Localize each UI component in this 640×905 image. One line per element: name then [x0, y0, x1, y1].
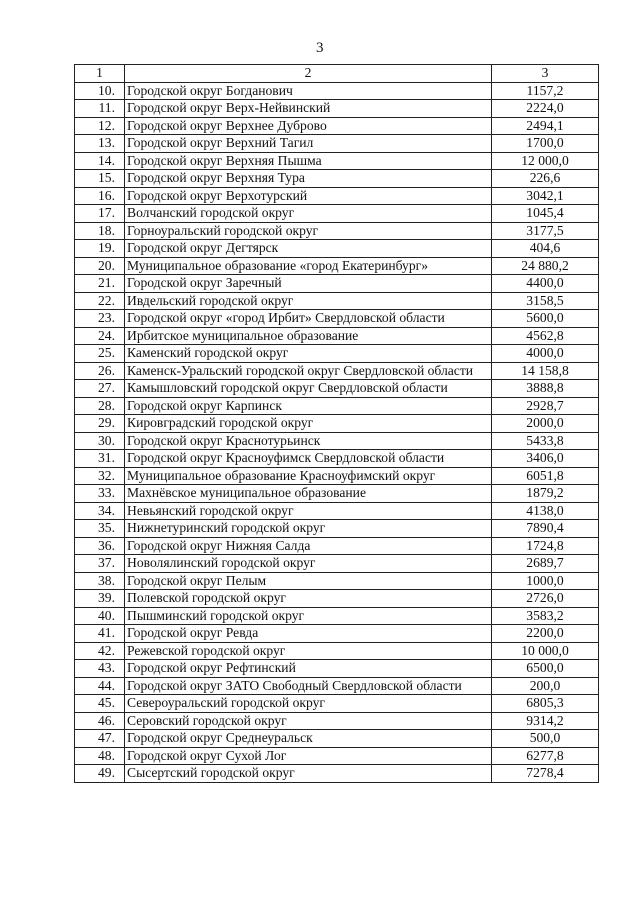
- amount-value: 6805,3: [492, 695, 599, 713]
- amount-value: 3158,5: [492, 292, 599, 310]
- table-row: [75, 415, 599, 433]
- row-number: 23.: [75, 310, 125, 328]
- municipality-name: Городской округ Верхнее Дуброво: [125, 117, 492, 135]
- municipality-name: Городской округ Верхняя Тура: [125, 170, 492, 188]
- row-number: 40.: [75, 607, 125, 625]
- table-row: [75, 765, 599, 783]
- table-row: [75, 257, 599, 275]
- municipality-name: Городской округ Красноуфимск Свердловской области: [125, 450, 492, 468]
- table-body: [75, 82, 599, 782]
- table-row: [75, 222, 599, 240]
- table-row: [75, 642, 599, 660]
- municipality-name: Городской округ Рефтинский: [125, 660, 492, 678]
- table-row: [75, 485, 599, 503]
- table-row: [75, 730, 599, 748]
- row-number: 41.: [75, 625, 125, 643]
- row-number: 32.: [75, 467, 125, 485]
- amount-value: 2726,0: [492, 590, 599, 608]
- table-row: [75, 537, 599, 555]
- row-number: 28.: [75, 397, 125, 415]
- municipality-name: Городской округ Нижняя Салда: [125, 537, 492, 555]
- row-number: 20.: [75, 257, 125, 275]
- amount-value: 7890,4: [492, 520, 599, 538]
- row-number: 48.: [75, 747, 125, 765]
- table-row: [75, 432, 599, 450]
- row-number: 24.: [75, 327, 125, 345]
- amount-value: 1157,2: [492, 82, 599, 100]
- amount-value: 3177,5: [492, 222, 599, 240]
- table-row: [75, 747, 599, 765]
- amount-value: 5433,8: [492, 432, 599, 450]
- row-number: 35.: [75, 520, 125, 538]
- row-number: 17.: [75, 205, 125, 223]
- row-number: 21.: [75, 275, 125, 293]
- table-row: [75, 310, 599, 328]
- column-header-number: 1: [75, 65, 125, 83]
- amount-value: 6277,8: [492, 747, 599, 765]
- table-row: [75, 590, 599, 608]
- row-number: 37.: [75, 555, 125, 573]
- municipality-name: Городской округ Верх-Нейвинский: [125, 100, 492, 118]
- municipality-name: Городской округ Заречный: [125, 275, 492, 293]
- municipality-name: Серовский городской округ: [125, 712, 492, 730]
- table-row: [75, 240, 599, 258]
- table-row: [75, 152, 599, 170]
- row-number: 47.: [75, 730, 125, 748]
- municipality-name: Муниципальное образование «город Екатеринбург»: [125, 257, 492, 275]
- amount-value: 1700,0: [492, 135, 599, 153]
- municipality-name: Камышловский городской округ Свердловской области: [125, 380, 492, 398]
- table-row: [75, 275, 599, 293]
- amount-value: 2000,0: [492, 415, 599, 433]
- amount-value: 4562,8: [492, 327, 599, 345]
- amount-value: 2200,0: [492, 625, 599, 643]
- row-number: 12.: [75, 117, 125, 135]
- table-row: [75, 345, 599, 363]
- municipality-name: Городской округ «город Ирбит» Свердловской области: [125, 310, 492, 328]
- amount-value: 1724,8: [492, 537, 599, 555]
- municipality-name: Городской округ Верхняя Пышма: [125, 152, 492, 170]
- table-row: [75, 117, 599, 135]
- amount-value: 1879,2: [492, 485, 599, 503]
- municipality-name: Городской округ Сухой Лог: [125, 747, 492, 765]
- amount-value: 4138,0: [492, 502, 599, 520]
- table-row: [75, 397, 599, 415]
- municipality-name: Городской округ ЗАТО Свободный Свердловской области: [125, 677, 492, 695]
- table-row: [75, 82, 599, 100]
- amount-value: 3888,8: [492, 380, 599, 398]
- row-number: 18.: [75, 222, 125, 240]
- table-row: [75, 100, 599, 118]
- row-number: 22.: [75, 292, 125, 310]
- municipality-name: Городской округ Богданович: [125, 82, 492, 100]
- row-number: 34.: [75, 502, 125, 520]
- row-number: 36.: [75, 537, 125, 555]
- municipality-name: Городской округ Верхотурский: [125, 187, 492, 205]
- amount-value: 2224,0: [492, 100, 599, 118]
- table-row: [75, 625, 599, 643]
- municipality-name: Сысертский городской округ: [125, 765, 492, 783]
- row-number: 42.: [75, 642, 125, 660]
- municipality-name: Новолялинский городской округ: [125, 555, 492, 573]
- table-row: [75, 695, 599, 713]
- row-number: 30.: [75, 432, 125, 450]
- row-number: 31.: [75, 450, 125, 468]
- row-number: 26.: [75, 362, 125, 380]
- municipality-name: Городской округ Ревда: [125, 625, 492, 643]
- table-row: [75, 502, 599, 520]
- amount-value: 4000,0: [492, 345, 599, 363]
- table-header-row: [75, 65, 599, 83]
- row-number: 19.: [75, 240, 125, 258]
- municipality-name: Городской округ Дегтярск: [125, 240, 492, 258]
- row-number: 13.: [75, 135, 125, 153]
- column-header-value: 3: [492, 65, 599, 83]
- municipality-name: Ирбитское муниципальное образование: [125, 327, 492, 345]
- row-number: 25.: [75, 345, 125, 363]
- amount-value: 9314,2: [492, 712, 599, 730]
- amount-value: 10 000,0: [492, 642, 599, 660]
- municipality-name: Городской округ Краснотурьинск: [125, 432, 492, 450]
- amount-value: 3042,1: [492, 187, 599, 205]
- table-row: [75, 380, 599, 398]
- amount-value: 1045,4: [492, 205, 599, 223]
- table-row: [75, 327, 599, 345]
- amount-value: 7278,4: [492, 765, 599, 783]
- table-row: [75, 660, 599, 678]
- amount-value: 3583,2: [492, 607, 599, 625]
- municipality-name: Невьянский городской округ: [125, 502, 492, 520]
- row-number: 39.: [75, 590, 125, 608]
- row-number: 11.: [75, 100, 125, 118]
- row-number: 14.: [75, 152, 125, 170]
- row-number: 16.: [75, 187, 125, 205]
- row-number: 43.: [75, 660, 125, 678]
- row-number: 38.: [75, 572, 125, 590]
- amount-value: 2494,1: [492, 117, 599, 135]
- column-header-name: 2: [125, 65, 492, 83]
- municipality-name: Горноуральский городской округ: [125, 222, 492, 240]
- row-number: 15.: [75, 170, 125, 188]
- municipality-name: Каменский городской округ: [125, 345, 492, 363]
- municipality-name: Городской округ Верхний Тагил: [125, 135, 492, 153]
- row-number: 29.: [75, 415, 125, 433]
- municipality-name: Кировградский городской округ: [125, 415, 492, 433]
- municipality-name: Волчанский городской округ: [125, 205, 492, 223]
- amount-value: 6500,0: [492, 660, 599, 678]
- table-row: [75, 467, 599, 485]
- table-header: [75, 65, 599, 83]
- table-row: [75, 520, 599, 538]
- allocation-table: [74, 64, 599, 783]
- amount-value: 200,0: [492, 677, 599, 695]
- amount-value: 2689,7: [492, 555, 599, 573]
- municipality-name: Каменск-Уральский городской округ Свердловской области: [125, 362, 492, 380]
- amount-value: 1000,0: [492, 572, 599, 590]
- municipality-name: Муниципальное образование Красноуфимский округ: [125, 467, 492, 485]
- amount-value: 24 880,2: [492, 257, 599, 275]
- page-number: 3: [316, 40, 324, 56]
- row-number: 33.: [75, 485, 125, 503]
- table-row: [75, 292, 599, 310]
- table-row: [75, 555, 599, 573]
- municipality-name: Полевской городской округ: [125, 590, 492, 608]
- amount-value: 6051,8: [492, 467, 599, 485]
- table-row: [75, 187, 599, 205]
- row-number: 10.: [75, 82, 125, 100]
- municipality-name: Махнёвское муниципальное образование: [125, 485, 492, 503]
- municipality-name: Нижнетуринский городской округ: [125, 520, 492, 538]
- table-row: [75, 362, 599, 380]
- table-row: [75, 677, 599, 695]
- table-row: [75, 205, 599, 223]
- row-number: 49.: [75, 765, 125, 783]
- row-number: 46.: [75, 712, 125, 730]
- municipality-name: Ивдельский городской округ: [125, 292, 492, 310]
- amount-value: 2928,7: [492, 397, 599, 415]
- municipality-name: Пышминский городской округ: [125, 607, 492, 625]
- amount-value: 5600,0: [492, 310, 599, 328]
- amount-value: 226,6: [492, 170, 599, 188]
- municipality-name: Городской округ Среднеуральск: [125, 730, 492, 748]
- table-row: [75, 572, 599, 590]
- amount-value: 500,0: [492, 730, 599, 748]
- amount-value: 4400,0: [492, 275, 599, 293]
- amount-value: 404,6: [492, 240, 599, 258]
- municipality-name: Режевской городской округ: [125, 642, 492, 660]
- amount-value: 3406,0: [492, 450, 599, 468]
- table-row: [75, 170, 599, 188]
- table-row: [75, 712, 599, 730]
- row-number: 27.: [75, 380, 125, 398]
- municipality-name: Городской округ Карпинск: [125, 397, 492, 415]
- row-number: 45.: [75, 695, 125, 713]
- table-row: [75, 450, 599, 468]
- amount-value: 12 000,0: [492, 152, 599, 170]
- municipality-name: Городской округ Пелым: [125, 572, 492, 590]
- municipality-name: Североуральский городской округ: [125, 695, 492, 713]
- table-row: [75, 607, 599, 625]
- table-row: [75, 135, 599, 153]
- amount-value: 14 158,8: [492, 362, 599, 380]
- row-number: 44.: [75, 677, 125, 695]
